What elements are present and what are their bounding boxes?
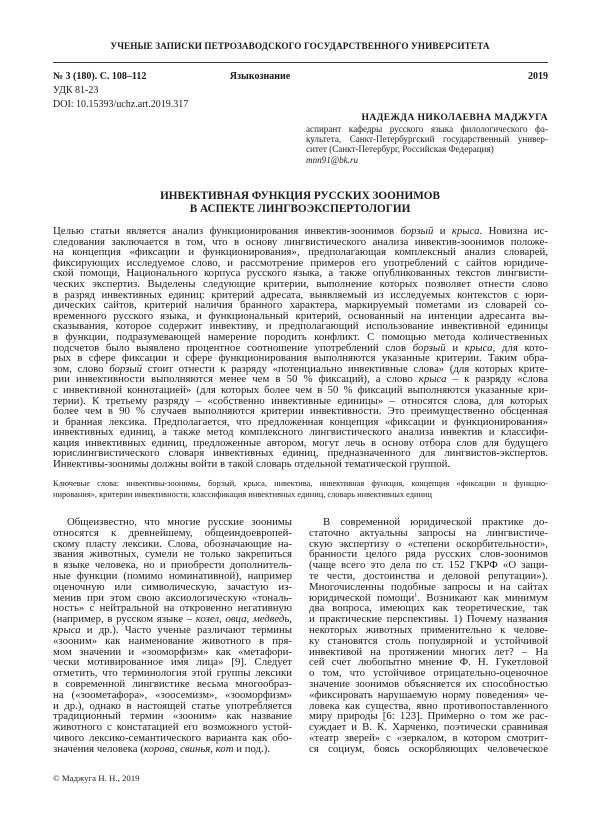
italic-term: борзый xyxy=(400,225,434,237)
text-run: юридической помощи xyxy=(309,591,415,604)
text-run: значения человека ( xyxy=(53,742,144,755)
text-run: подсчетов было выявлено процентное соотношение употреблений слов xyxy=(53,341,413,354)
text-line: ся социум, боясь оскорбляющих человеческое xyxy=(309,742,548,755)
text-run: рии инвективности выполняются менее чем в 50 % фиксаций), а слово xyxy=(53,373,419,386)
author-email[interactable]: mnn91@bk.ru xyxy=(306,154,359,165)
text-line: ность» с нейтральной на откровенно негативную xyxy=(53,602,292,615)
text-run: Целью статьи является анализ функционирования инвектив-зоонимов xyxy=(53,225,401,237)
text-run: и xyxy=(433,225,452,237)
text-line: статочно актуальны запросы на лингвистиче- xyxy=(309,526,548,539)
affiliation-line: ситет (Санкт-Петербург, Российская Федерация) xyxy=(306,144,494,155)
italic-term: крыса xyxy=(53,623,81,636)
text-line: Ключевые слова: инвективы-зоонимы, борзый, крыса, инвектива, инвективная функция, концепция «фиксации и функцио- xyxy=(53,479,548,488)
text-line: «фиксировать нарушаемую норму поведения» че- xyxy=(309,688,548,701)
text-run: (например, в русском языке – xyxy=(53,613,196,626)
text-line: о том, что устойчивое отрицательно-оценочное xyxy=(309,667,548,680)
udc: УДК 81-23 xyxy=(53,85,99,96)
author-affiliation xyxy=(306,124,548,165)
text-line: юрислингвистического словаря инвективных единиц, предназначенного для лингвистов-экспертов. xyxy=(53,447,548,460)
copyright: © Маджуга Н. Н., 2019 xyxy=(53,773,140,783)
text-line: (чаще всего это дела по ст. 152 ГКРФ «О защи- xyxy=(309,559,548,572)
text-line: отметить, что терминология этой группы лексики xyxy=(53,667,292,680)
text-line: некоторых животных применительно к челове- xyxy=(309,623,548,636)
author-name: НАДЕЖДА НИКОЛАЕВНА МАДЖУГА xyxy=(361,112,548,123)
year: 2019 xyxy=(528,71,548,82)
issue-info: № 3 (180). С. 108–112 xyxy=(53,71,147,82)
text-line: скому пласту лексики. Слова, обозначающие на- xyxy=(53,537,292,550)
text-line: Многочисленны подобные запросы и на сайтах xyxy=(309,580,548,593)
text-line: инвективных единиц, а также метод комплексного лингвистического анализа инвектив и классифи- xyxy=(53,426,548,439)
text-line: менив при этом свою аксиологическую «тональ- xyxy=(53,591,292,604)
text-line: «зооним» как наименование животного в пря- xyxy=(53,634,292,647)
text-line: на («зоометафора», «зоосемизм», «зооморфизм» xyxy=(53,688,292,701)
text-line: ловека как существа, явно противопоставленного xyxy=(309,699,548,712)
italic-term: борзый xyxy=(412,341,446,354)
text-run: , для кото- xyxy=(492,341,549,354)
title-line: В АСПЕКТЕ ЛИНГВОЭКСПЕРТОЛОГИИ xyxy=(189,203,411,215)
italic-term: крыса xyxy=(418,373,447,386)
text-line: суждает и В. К. Харченко, поэтически сравнивая xyxy=(309,721,548,734)
header-rule xyxy=(53,62,548,63)
text-line: ческих экспертиз. Выделены следующие критерии, выполнение которых позволяет отнести слово xyxy=(53,277,548,290)
italic-term: борзый xyxy=(109,362,143,375)
text-line: миру природы [6: 123]. Примерно о том же рас- xyxy=(309,710,548,723)
text-line: В современной юридической практике до- xyxy=(323,516,548,528)
text-line: традиционный термин «зооним» как название xyxy=(53,710,292,723)
text-line xyxy=(53,744,292,755)
text-line: оценочную или символическую, зачастую из- xyxy=(53,580,292,593)
text-line: нирования», критерии инвективности, классификация инвективных единиц, словарь инвективных единиц xyxy=(53,489,432,499)
text-line: относятся к древнейшему, общеиндоевропей- xyxy=(53,526,292,539)
italic-term: корова, свинья, кот xyxy=(143,742,234,755)
text-run: и др.). Часто ученые различают термины xyxy=(80,623,292,636)
text-line: те чести, достоинства и деловой репутации»). xyxy=(309,569,548,582)
text-line: чески мотивированное имя лица» [9]. Следует xyxy=(53,656,292,669)
title-line: ИНВЕКТИВНАЯ ФУНКЦИЯ РУССКИХ ЗООНИМОВ xyxy=(160,190,440,202)
text-line xyxy=(53,226,548,237)
text-line: в языке человека, но и приобрести дополнитель- xyxy=(53,559,292,572)
text-line: чивого лексико-семантического варианта как обо- xyxy=(53,731,292,744)
text-line: «театр зверей» с «зеркалом, в котором смотрит- xyxy=(309,731,548,744)
text-line: мом значении и «зооморфизм» как «метафори- xyxy=(53,645,292,658)
doi: DOI: 10.15393/uchz.art.2019.317 xyxy=(53,99,189,110)
text-line: сей счет любопытно мнение Ф. Н. Гукетловой xyxy=(309,656,548,669)
text-line: более чем в 90 % случаев выполняются критерии инвективности. Это преимущественно обсценная xyxy=(53,405,548,418)
text-line: значение зоонимов объясняется их способностью xyxy=(309,677,548,690)
affiliation-line: культета, Санкт-Петербургский государственный универ- xyxy=(306,134,548,145)
text-line: и бранная лексика. Предполагается, что предложенная концепция «фиксации и функционирования» xyxy=(53,415,548,428)
affiliation-line: аспирант кафедры русского языка филологического фа- xyxy=(306,124,548,134)
text-run: и под.). xyxy=(233,742,271,755)
text-line: ку становятся столь популярной и устойчивой xyxy=(309,634,548,647)
text-line: рых в сфере фиксации и сфере функционирования выполняются указанные критерии. Таким обра- xyxy=(53,352,548,365)
article-title xyxy=(0,190,600,216)
text-line: два вопроса, имеющих как теоретические, так xyxy=(309,602,548,615)
text-line: инвективой на протяжении многих лет? – На xyxy=(309,645,548,658)
text-line: скую экспертизу о «степени оскорбительности», xyxy=(309,537,548,550)
text-run: и xyxy=(445,341,465,354)
text-line: кация инвективных единиц, предложенные автором, могут лечь в основу отбора слов для будущего xyxy=(53,436,548,449)
abstract xyxy=(53,226,548,470)
text-line: следования заключается в том, что в основу лингвистического анализа инвектив-зоонимов положе- xyxy=(53,235,548,248)
text-line: Инвективы-зоонимы должны войти в такой словарь отдельной тематической группой. xyxy=(53,458,451,471)
text-line: ской помощи, Национального корпуса русского языка, а также опубликованных текстов лингвисти- xyxy=(53,267,548,280)
text-line: и др.), однако в настоящей статье употребляется xyxy=(53,699,292,712)
text-line: ные функции (помимо номинативной), например xyxy=(53,569,292,582)
text-line: в разряд инвективных единиц: критерий адресата, выявляемый из исследуемых контекстов с юри- xyxy=(53,288,548,301)
italic-term: крыса xyxy=(451,225,480,237)
text-run: – к разряду «слова xyxy=(446,373,548,386)
text-line: дических сайтов, критерий наличия бранного характера, маркируемый пометами из словарей со- xyxy=(53,299,548,312)
body-column-left xyxy=(53,517,292,755)
text-line: терии). К третьему разряду – «собственно инвективные единицы» – относятся слова, для которых xyxy=(53,394,548,407)
text-line: в современной лингвистике весьма многообраз- xyxy=(53,677,292,690)
section-name: Языкознание xyxy=(229,71,291,82)
text-line: фиксирующих исследуемое слово, и рассмотрение примеров его употреблений с сайтов юридиче- xyxy=(53,256,548,269)
text-run: . Возникают как минимум xyxy=(417,591,548,604)
keywords xyxy=(53,479,548,500)
text-line: временного русского языка, и функциональный критерий, основанный на интенции адресанта вы- xyxy=(53,309,548,322)
text-run: стоит отнести к разряду «потенциально инвективные слова» (для которых крите- xyxy=(142,362,548,375)
text-line: бранности целого ряда русских слов-зоонимов xyxy=(309,548,548,561)
footnote-ref[interactable]: 1 xyxy=(414,591,418,598)
text-line: животного с констатацией его возможного устой- xyxy=(53,721,292,734)
text-run: зом, слово xyxy=(53,362,110,375)
body-column-right xyxy=(309,517,548,755)
text-line: в функции, подразумевающей намерение породить конфликт. С помощью метода количественных xyxy=(53,330,548,343)
text-line: звания животных, сумели не только закрепиться xyxy=(53,548,292,561)
text-run: . Новизна ис- xyxy=(479,225,548,237)
text-line: сказывания, которое содержит инвективу, и предполагающий использование инвективной единицы xyxy=(53,320,548,333)
journal-title: УЧЕНЫЕ ЗАПИСКИ ПЕТРОЗАВОДСКОГО ГОСУДАРСТВЕННОГО УНИВЕРСИТЕТА xyxy=(110,41,490,51)
text-line: с инвективной коннотацией» (для которых более чем в 50 % фиксаций выполняются указанные кри- xyxy=(53,383,548,396)
text-line: на концепция «фиксации и функционирования», предполагающая комплексный анализ словарей, xyxy=(53,246,548,259)
italic-term: крыса xyxy=(464,341,493,354)
text-line: Общеизвестно, что многие русские зоонимы xyxy=(67,516,292,528)
italic-term: козел, овца, медведь, xyxy=(195,613,292,626)
text-line: и практические перспективы. 1) Почему названия xyxy=(309,613,548,626)
